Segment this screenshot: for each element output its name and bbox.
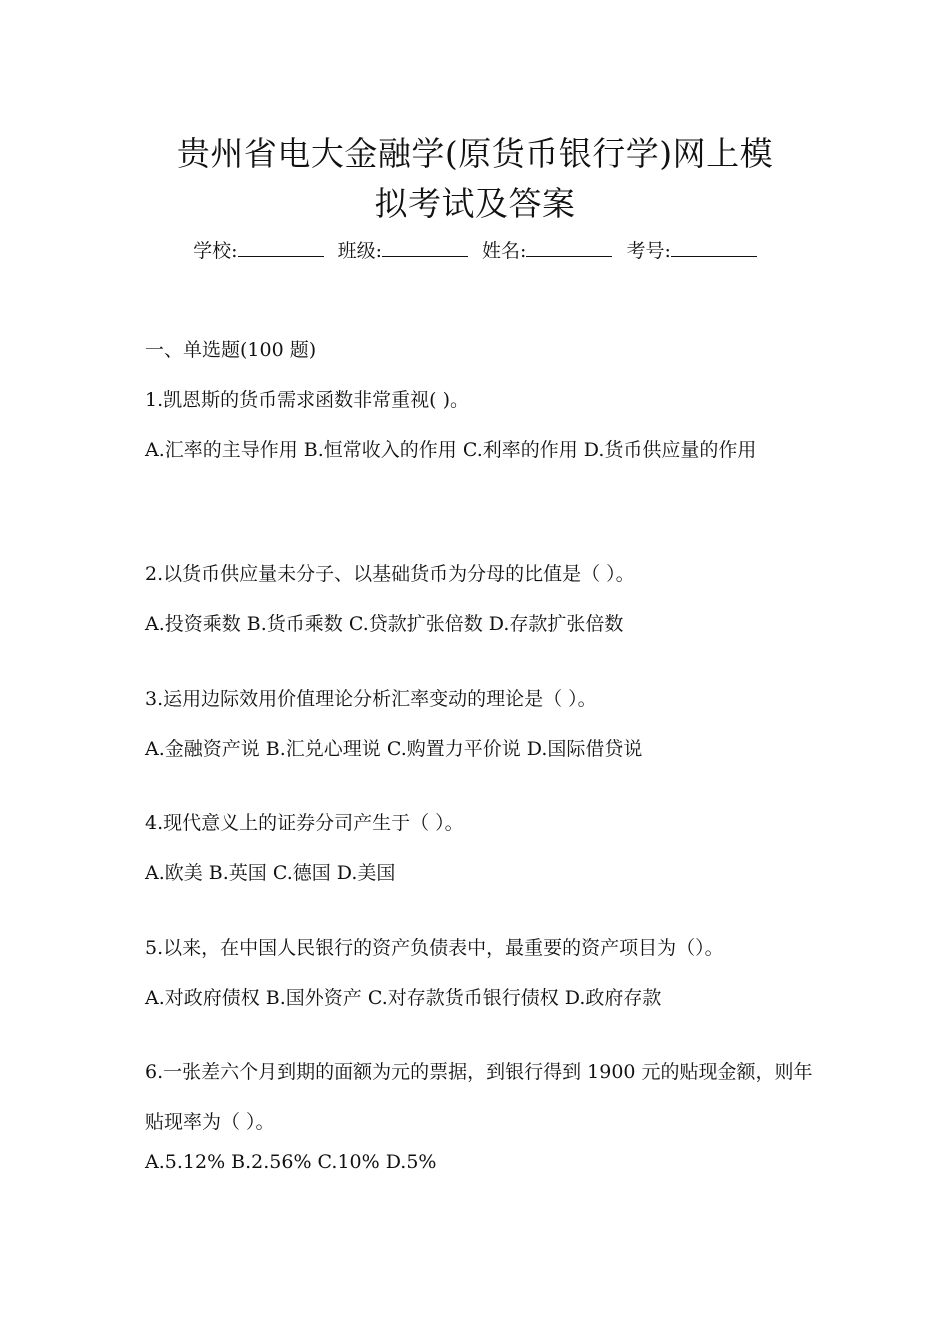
question-stem: 1.凯恩斯的货币需求函数非常重视( )。 bbox=[145, 389, 469, 411]
exam-number-field bbox=[626, 236, 756, 266]
question-4 bbox=[145, 798, 815, 898]
question-stem: 2.以货币供应量未分子、以基础货币为分母的比值是（ ）。 bbox=[145, 563, 635, 585]
class-field bbox=[338, 236, 468, 266]
exam-number-blank bbox=[671, 236, 757, 257]
section-title: 一、单选题(100 题) bbox=[145, 339, 317, 361]
class-blank bbox=[382, 236, 468, 257]
question-options: A.汇率的主导作用 B.恒常收入的作用 C.利率的作用 D.货币供应量的作用 bbox=[145, 439, 757, 461]
name-label: 姓名: bbox=[482, 240, 527, 262]
question-stem: 6.一张差六个月到期的面额为元的票据，到银行得到 1900 元的贴现金额，则年贴现率为（ ）。 bbox=[145, 1061, 813, 1133]
document-title-line2: 拟考试及答案 bbox=[374, 184, 576, 223]
student-info-row bbox=[0, 236, 950, 266]
school-blank bbox=[238, 236, 324, 257]
school-label: 学校: bbox=[193, 240, 238, 262]
question-2 bbox=[145, 549, 815, 649]
question-5 bbox=[145, 923, 815, 1023]
question-stem: 4.现代意义上的证券分司产生于（ ）。 bbox=[145, 812, 464, 834]
question-1 bbox=[145, 375, 815, 475]
question-stem: 5.以来，在中国人民银行的资产负债表中，最重要的资产项目为（）。 bbox=[145, 937, 724, 959]
class-label: 班级: bbox=[337, 240, 382, 262]
exam-number-label: 考号: bbox=[626, 240, 671, 262]
question-options: A.欧美 B.英国 C.德国 D.美国 bbox=[145, 862, 396, 884]
question-stem: 3.运用边际效用价值理论分析汇率变动的理论是（ ）。 bbox=[145, 688, 597, 710]
name-field bbox=[482, 236, 612, 266]
question-options: A.对政府债权 B.国外资产 C.对存款货币银行债权 D.政府存款 bbox=[145, 987, 662, 1009]
question-6 bbox=[145, 1047, 815, 1177]
question-options: A.5.12% B.2.56% C.10% D.5% bbox=[145, 1151, 437, 1173]
question-options: A.金融资产说 B.汇兑心理说 C.购置力平价说 D.国际借贷说 bbox=[145, 738, 643, 760]
document-title-line1: 贵州省电大金融学(原货币银行学)网上模 bbox=[176, 134, 774, 173]
question-3 bbox=[145, 674, 815, 774]
question-options: A.投资乘数 B.货币乘数 C.贷款扩张倍数 D.存款扩张倍数 bbox=[145, 613, 624, 635]
name-blank bbox=[526, 236, 612, 257]
school-field bbox=[193, 236, 323, 266]
